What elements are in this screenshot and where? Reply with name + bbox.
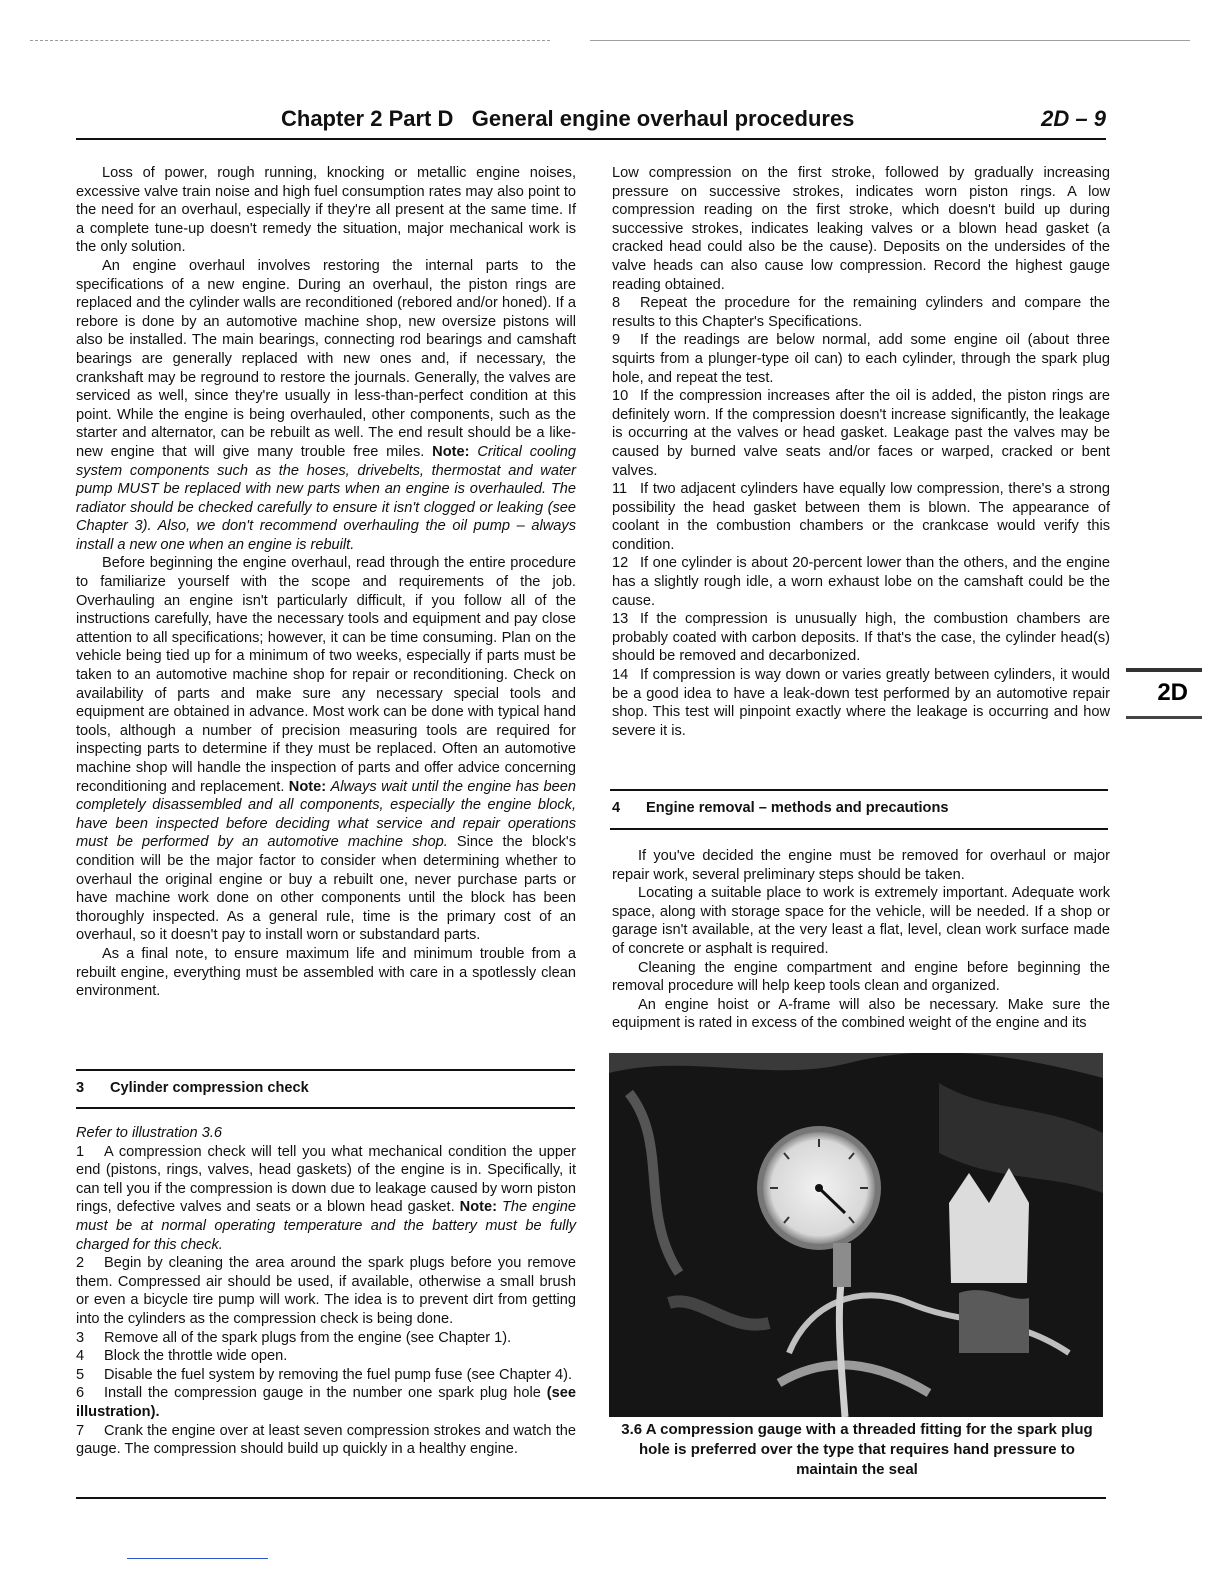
page-number: 2D – 9: [1041, 106, 1106, 131]
paragraph: Locating a suitable place to work is extremely important. Adequate work space, along with storage space for the vehicle, will be needed. If a shop or garage isn't available, at the very least a flat, level, clean work surface made of concrete or asphalt is required.: [612, 885, 1110, 957]
header-section-title: General engine overhaul procedures: [471, 106, 855, 131]
bottom-rule: [76, 1497, 1106, 1499]
section-rule: [76, 1069, 575, 1071]
header-chapter: Chapter 2 Part D: [281, 106, 454, 131]
paragraph: As a final note, to ensure maximum life and minimum trouble from a rebuilt engine, everything must be assembled with care in a spotlessly clean environment.: [76, 945, 576, 1000]
paragraph: Cleaning the engine compartment and engine before beginning the removal procedure will help keep tools clean and organized.: [612, 959, 1110, 995]
section-rule: [610, 789, 1108, 791]
page-header: [76, 106, 1106, 140]
step: 3 Remove all of the spark plugs from the engine (see Chapter 1).: [76, 1329, 512, 1346]
paragraph: Before beginning the engine overhaul, read through the entire procedure to familiarize yourself with the scope and requirements of the job. Overhauling an engine isn't particularly difficult, if you follow all of the instructions carefully, have the necessary tools and equipment and pay close attention to all specifications; however, it can be time consuming. Plan on the vehicle being tied up for a minimum of two weeks, especially if parts must be taken to an automotive machine shop for repair or reconditioning. Check on availability of parts and make sure any necessary special tools and equipment are obtained in advance. Most work can be done with typical hand tools, although a number of precision measuring tools are required for inspecting parts to determine if they must be replaced. Often an automotive machine shop will handle the inspection of parts and offer advice concerning reconditioning and replacement. Note: Always wait until the engine has been completely disassembled and all components, especially the engine block, have been inspected before deciding what service and repair operations must be performed by an automotive machine shop. Since the block's condition will be the major factor to consider when determining whether to overhaul the original engine or buy a rebuilt one, never purchase parts or have machine work done on other components until the block has been thoroughly inspected. As a general rule, time is the primary cost of an overhaul, so it doesn't pay to install worn or substandard parts.: [76, 555, 576, 944]
step: 10 If the compression increases after the oil is added, the piston rings are definitely worn. If the compression doesn't increase significantly, the leakage is occurring at the valves or head gasket. Leakage past the valves may be caused by burned valve seats and/or faces or warped, cracked or bent valves.: [612, 388, 1110, 479]
section-rule: [610, 828, 1108, 830]
paragraph: Low compression on the first stroke, followed by gradually increasing pressure on successive strokes, indicates worn piston rings. A low compression reading on the first stroke, which doesn't build up during successive strokes, indicates leaking valves or a blown head gasket (a cracked head could also be the cause). Deposits on the undersides of the valve heads can also cause low compression. Record the highest gauge reading obtained.: [612, 165, 1110, 293]
right-column: [612, 164, 1110, 740]
chapter-tab: [1126, 668, 1202, 719]
paragraph: If you've decided the engine must be removed for overhaul or major repair work, several preliminary steps should be taken.: [612, 848, 1110, 883]
step: 1 A compression check will tell you what mechanical condition the upper end (pistons, rings, valves, head gaskets) of the engine is in. Specifically, it can tell you if the compression is down due to leakage caused by worn piston rings, defective valves and seats or a blown head gasket. Note: The engine must be at normal operating temperature and the battery must be fully charged for this check.: [76, 1143, 576, 1253]
section-3-body: [76, 1124, 576, 1459]
paragraph: Loss of power, rough running, knocking or metallic engine noises, excessive valve train noise and high fuel consumption rates may also point to the need for an overhaul, especially if they're all present at the same time. If a complete tune-up doesn't remedy the situation, major mechanical work is the only solution.: [76, 165, 576, 256]
top-dashed-rule: [30, 40, 550, 41]
step: 7 Crank the engine over at least seven compression strokes and watch the gauge. The compression should build up quickly in a healthy engine.: [76, 1422, 576, 1458]
section-3-heading: 3 Cylinder compression check: [76, 1080, 309, 1096]
paragraph: An engine overhaul involves restoring the internal parts to the specifications of a new engine. During an overhaul, the piston rings are replaced and the cylinder walls are reconditioned (rebored and/or honed). If a rebore is done by an automotive machine shop, new oversize pistons will also be installed. The main bearings, connecting rod bearings and camshaft bearings are generally replaced with new ones and, if necessary, the crankshaft may be reground to restore the journals. Generally, the valves are serviced as well, since they're usually in less-than-perfect condition at this point. While the engine is being overhauled, other components, such as the starter and alternator, can be rebuilt as well. The end result should be a like-new engine that will give many trouble free miles. Note: Critical cooling system components such as the hoses, drivebelts, thermostat and water pump MUST be replaced with new parts when an engine is overhauled. The radiator should be checked carefully to ensure it isn't clogged or leaking (see Chapter 3). Also, we don't recommend overhauling the oil pump – always install a new one when an engine is rebuilt.: [76, 257, 576, 553]
top-rule: [590, 40, 1190, 41]
step: 12 If one cylinder is about 20-percent lower than the others, and the engine has a slightly rough idle, a worn exhaust lobe on the camshaft could be the cause.: [612, 555, 1110, 609]
step: 13 If the compression is unusually high, the combustion chambers are probably coated with carbon deposits. If that's the case, the cylinder head(s) should be removed and decarbonized.: [612, 611, 1110, 665]
step: 9 If the readings are below normal, add some engine oil (about three squirts from a plunger-type oil can) to each cylinder, through the spark plug hole, and repeat the test.: [612, 332, 1110, 386]
figure-caption: 3.6 A compression gauge with a threaded fitting for the spark plug hole is preferred over the type that requires hand pressure to maintain the seal: [621, 1421, 1093, 1478]
step: 8 Repeat the procedure for the remaining cylinders and compare the results to this Chapter's Specifications.: [612, 295, 1110, 330]
step: 4 Block the throttle wide open.: [76, 1348, 288, 1365]
header-title: [281, 106, 854, 132]
left-column: [76, 164, 576, 1001]
figure-photo: [609, 1053, 1103, 1417]
section-4-body: [612, 847, 1110, 1033]
step: 14 If compression is way down or varies greatly between cylinders, it would be a good idea to have a leak-down test performed by an automotive repair shop. This test will pinpoint exactly where the leakage is occurring and how severe it is.: [612, 667, 1110, 739]
step: 11 If two adjacent cylinders have equally low compression, there's a strong possibility the head gasket between them is blown. The appearance of coolant in the combustion chambers or the crankcase would verify this condition.: [612, 481, 1110, 553]
compression-gauge-illustration: [609, 1053, 1103, 1417]
step: 2 Begin by cleaning the area around the spark plugs before you remove them. Compressed air should be used, if available, otherwise a small brush or even a bicycle tire pump will work. The idea is to prevent dirt from getting into the cylinders as the compression check is being done.: [76, 1255, 576, 1327]
section-rule: [76, 1107, 575, 1109]
step: 6 Install the compression gauge in the number one spark plug hole (see illustration).: [76, 1385, 576, 1420]
chapter-tab-label: 2D: [1157, 679, 1188, 706]
footer-rule: [127, 1558, 268, 1559]
section-4-heading: 4 Engine removal – methods and precautions: [612, 800, 949, 816]
step: 5 Disable the fuel system by removing the fuel pump fuse (see Chapter 4).: [76, 1366, 573, 1383]
paragraph: An engine hoist or A-frame will also be necessary. Make sure the equipment is rated in excess of the combined weight of the engine and its: [612, 996, 1110, 1032]
illustration-reference: Refer to illustration 3.6: [76, 1125, 223, 1141]
